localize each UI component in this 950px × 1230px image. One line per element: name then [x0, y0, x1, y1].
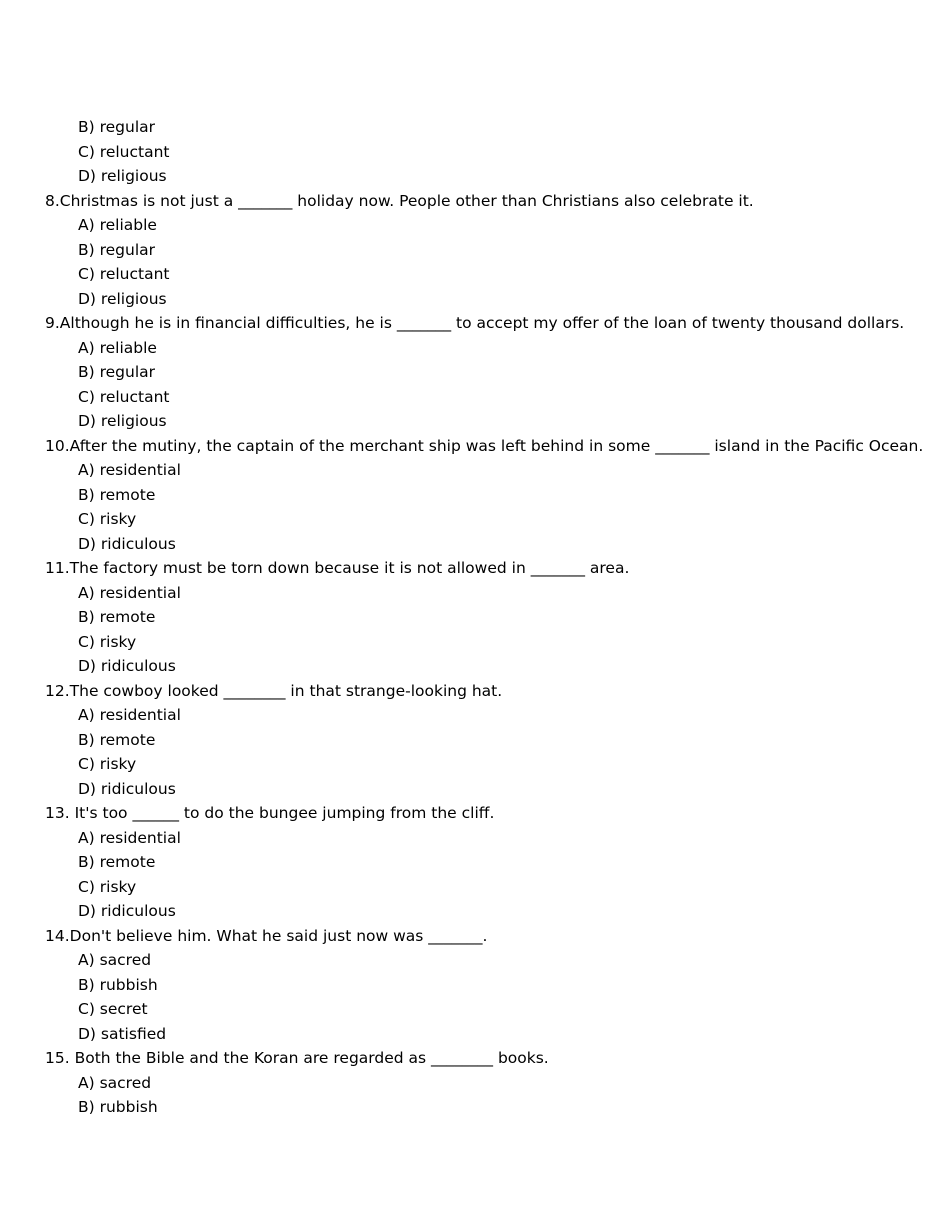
answer-option: B) remote	[78, 485, 156, 504]
answer-option: B) remote	[78, 730, 156, 749]
answer-option: B) regular	[78, 240, 156, 259]
answer-option: A) sacred	[78, 1073, 152, 1092]
answer-option: B) remote	[78, 853, 156, 871]
answer-option: D) ridiculous	[78, 779, 176, 798]
answer-option: B) rubbish	[78, 1098, 158, 1116]
answer-option: C) risky	[78, 510, 137, 528]
answer-option: C) reluctant	[78, 387, 170, 406]
question-text: 14.Don't believe him. What he said just now was _______.	[45, 926, 488, 945]
question-text: 12.The cowboy looked ________ in that strange-looking hat.	[45, 681, 503, 700]
answer-option: A) reliable	[78, 216, 157, 234]
answer-option: B) regular	[78, 363, 156, 381]
answer-option: C) risky	[78, 877, 137, 896]
answer-option: A) sacred	[78, 951, 152, 969]
answer-option: D) religious	[78, 412, 167, 430]
answer-option: C) secret	[78, 1000, 148, 1018]
answer-option: B) remote	[78, 608, 156, 626]
question-text: 8.Christmas is not just a _______ holiday now. People other than Christians also celebrate it.	[45, 191, 754, 210]
answer-option: D) religious	[78, 167, 167, 185]
answer-option: D) ridiculous	[78, 534, 176, 553]
answer-option: C) reluctant	[78, 265, 170, 283]
answer-option: B) regular	[78, 118, 156, 136]
answer-option: A) residential	[78, 461, 181, 479]
answer-option: A) residential	[78, 828, 181, 847]
answer-option: D) ridiculous	[78, 902, 176, 920]
answer-option: B) rubbish	[78, 975, 158, 994]
question-text: 11.The factory must be torn down because it is not allowed in _______ area.	[45, 559, 630, 577]
answer-option: A) reliable	[78, 338, 157, 357]
question-text: 15. Both the Bible and the Koran are regarded as ________ books.	[45, 1049, 549, 1067]
answer-option: C) risky	[78, 755, 137, 773]
answer-option: D) ridiculous	[78, 657, 176, 675]
question-text: 10.After the mutiny, the captain of the merchant ship was left behind in some _______ island in the Pacific Ocean.	[45, 436, 924, 455]
question-text: 9.Although he is in financial difficulties, he is _______ to accept my offer of the loan of twenty thousand dollars.	[45, 314, 905, 332]
answer-option: C) reluctant	[78, 142, 170, 161]
answer-option: D) religious	[78, 289, 167, 308]
document-body	[45, 115, 925, 1120]
answer-option: A) residential	[78, 706, 181, 724]
question-text: 13. It's too ______ to do the bungee jumping from the cliff.	[45, 804, 495, 822]
answer-option: C) risky	[78, 632, 137, 651]
answer-option: D) satisfied	[78, 1024, 167, 1043]
answer-option: A) residential	[78, 583, 181, 602]
